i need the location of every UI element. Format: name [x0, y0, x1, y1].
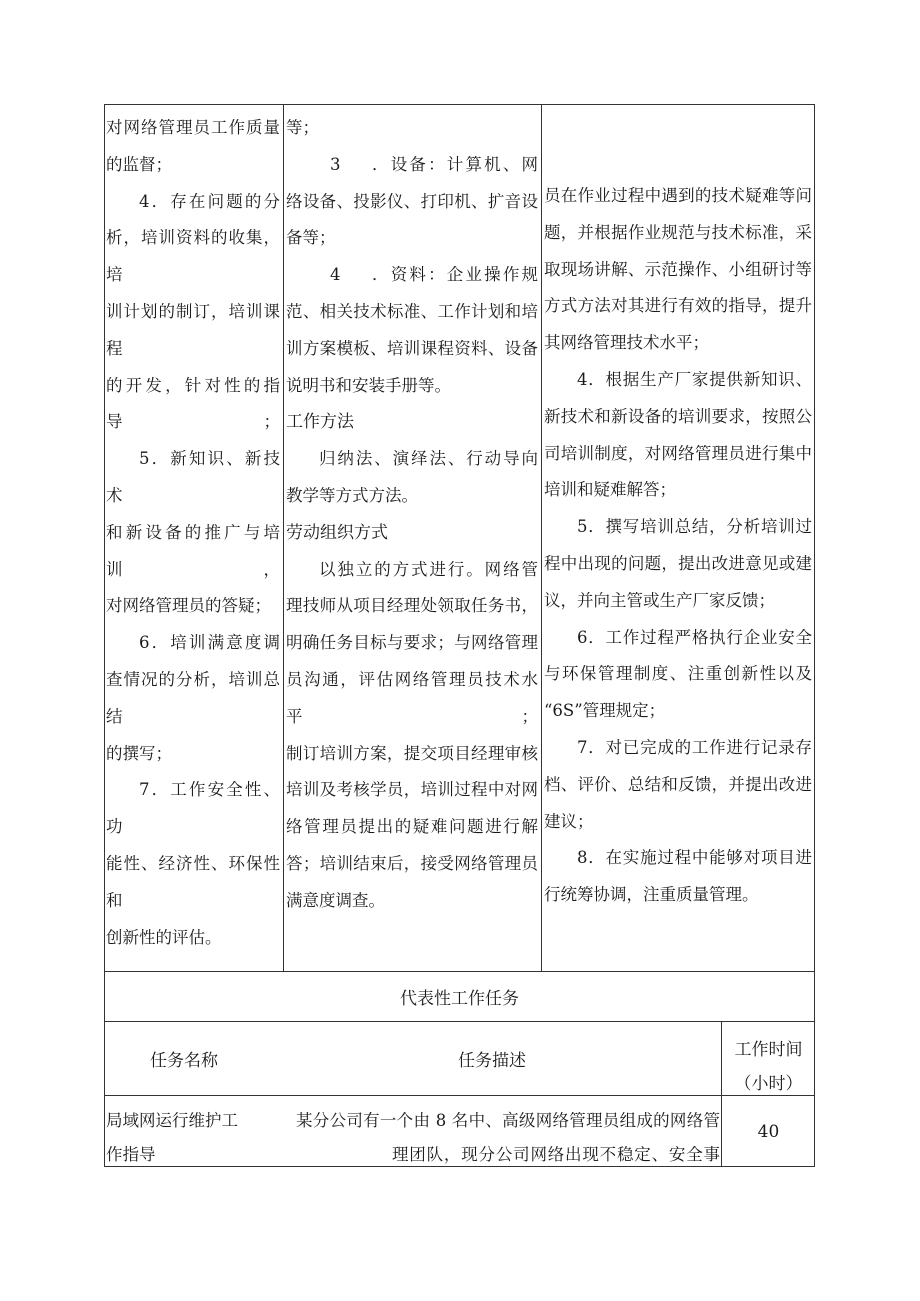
- col1-line: 训计划的制订，培训课程: [106, 301, 280, 358]
- col1-line: 能性、经济性、环保性和: [106, 853, 280, 910]
- col3-line: 取现场讲解、示范操作、小组研讨等: [544, 259, 812, 279]
- header-task-description: 任务描述: [458, 1051, 526, 1071]
- col3-line: 5．撰写培训总结，分析培训过: [577, 517, 812, 537]
- row-divider-task-header: [104, 1095, 815, 1096]
- col3-line: 培训和疑难解答；: [544, 480, 676, 500]
- col1-line: 5．新知识、新技术: [106, 449, 280, 505]
- col2-line: 络设备、投影仪、打印机、扩音设: [286, 191, 538, 211]
- col1-line: 的开发，针对性的指导；: [106, 375, 280, 432]
- col2-line: 备等；: [286, 228, 336, 248]
- task-row-name: [106, 1104, 266, 1172]
- col3-line: 与环保管理制度、注重创新性以及: [544, 664, 812, 684]
- task-name-line: 作指导: [106, 1145, 156, 1164]
- col1-line: 6．培训满意度调: [139, 633, 280, 653]
- col3-line: 方式方法对其进行有效的指导，提升: [544, 296, 812, 316]
- col2-line: 训方案模板、培训课程资料、设备: [286, 338, 538, 358]
- task-section-title: 代表性工作任务: [400, 989, 519, 1009]
- task-desc-line: 理团队，现分公司网络出现不稳定、安全事: [392, 1145, 720, 1164]
- task-row-time: 40: [757, 1122, 780, 1142]
- col1-line: 4．存在问题的分: [139, 191, 280, 211]
- col2-item3-first-line: [286, 147, 538, 184]
- column-divider-2: [541, 104, 542, 972]
- column-divider-1: [283, 104, 284, 972]
- col3-line: 题，并根据作业规范与技术标准，采: [544, 222, 812, 242]
- col1-line: 的撰写；: [106, 743, 172, 763]
- col3-line: 建议；: [544, 811, 594, 831]
- work-method-title: 工作方法: [286, 412, 354, 433]
- col3-line: 议，并向主管或生产厂家反馈；: [544, 590, 775, 610]
- col2-line: 教学等方式方法。: [286, 485, 418, 505]
- labor-organization-title: 劳动组织方式: [286, 522, 388, 543]
- col3-line: 司培训制度，对网络管理员进行集中: [544, 443, 812, 463]
- col1-text: [106, 110, 280, 956]
- col2-item4-first-line: [286, 257, 538, 294]
- col1-line: 和新设备的推广与培训，: [106, 522, 280, 579]
- row-divider-top-section: [104, 971, 815, 972]
- task-row-description: [296, 1104, 720, 1172]
- col3-line: 7．对已完成的工作进行记录存: [577, 737, 812, 757]
- col2-line: 满意度调查。: [286, 890, 385, 910]
- col1-line: 查情况的分析，培训总结: [106, 669, 280, 726]
- col1-line: 的监督；: [106, 154, 172, 174]
- col3-line: 行统筹协调，注重质量管理。: [544, 885, 759, 905]
- task-name-line: 局域网运行维护工: [106, 1111, 238, 1130]
- col3-line: 其网络管理技术水平；: [544, 333, 709, 353]
- col2-line: ．资料：企业操作规: [372, 265, 538, 285]
- col3-line: 6．工作过程严格执行企业安全: [577, 627, 812, 647]
- col2-line: 培训及考核学员，培训过程中对网: [286, 780, 538, 800]
- row-divider-task-title: [104, 1021, 815, 1022]
- col2-text: [286, 110, 538, 920]
- col2-line: 络管理员提出的疑难问题进行解: [286, 817, 538, 837]
- col1-line: 析，培训资料的收集，培: [106, 228, 280, 285]
- col2-line: 制订培训方案，提交项目经理审核: [286, 743, 538, 763]
- col3-line: 4．根据生产厂家提供新知识、: [577, 369, 812, 389]
- col2-line: ．设备：计算机、网: [372, 154, 538, 174]
- col3-line: 8．在实施过程中能够对项目进: [577, 848, 812, 868]
- col2-line: 以独立的方式进行。网络管: [319, 559, 538, 579]
- header-work-time-line: （小时）: [734, 1074, 803, 1094]
- col1-line: 对网络管理员的答疑；: [106, 596, 271, 616]
- col2-line: 范、相关技术标准、工作计划和培: [286, 301, 538, 321]
- col2-line: 员沟通，评估网络管理员技术水平；: [286, 669, 538, 726]
- col3-line: 程中出现的问题，提出改进意见或建: [544, 553, 812, 573]
- col1-line: 创新性的评估。: [106, 927, 222, 947]
- task-desc-line: 某分公司有一个由 8 名中、高级网络管理员组成的网络管: [296, 1111, 720, 1130]
- col2-line: 明确任务目标与要求；与网络管理: [286, 633, 538, 653]
- col3-line: “6S”管理规定；: [544, 701, 666, 721]
- col3-line: 档、评价、总结和反馈，并提出改进: [544, 774, 812, 794]
- col2-line: 归纳法、演绎法、行动导向: [319, 449, 538, 469]
- header-work-time: [722, 1033, 815, 1101]
- col3-line: 新技术和新设备的培训要求，按照公: [544, 406, 812, 426]
- col2-line: 等；: [286, 118, 319, 137]
- header-task-name: 任务名称: [150, 1051, 218, 1071]
- col2-line: 说明书和安装手册等。: [286, 375, 451, 395]
- item-number: 3: [330, 154, 341, 174]
- col1-line: 7．工作安全性、功: [106, 780, 280, 837]
- col1-line: 对网络管理员工作质量: [106, 118, 280, 137]
- col2-line: 答；培训结束后，接受网络管理员: [286, 853, 538, 873]
- col3-line: 员在作业过程中遇到的技术疑难等问: [544, 186, 812, 205]
- col3-text: [544, 178, 812, 914]
- header-work-time-line: 工作时间: [734, 1040, 803, 1060]
- col2-line: 理技师从项目经理处领取任务书，: [286, 596, 538, 616]
- item-number: 4: [330, 265, 341, 285]
